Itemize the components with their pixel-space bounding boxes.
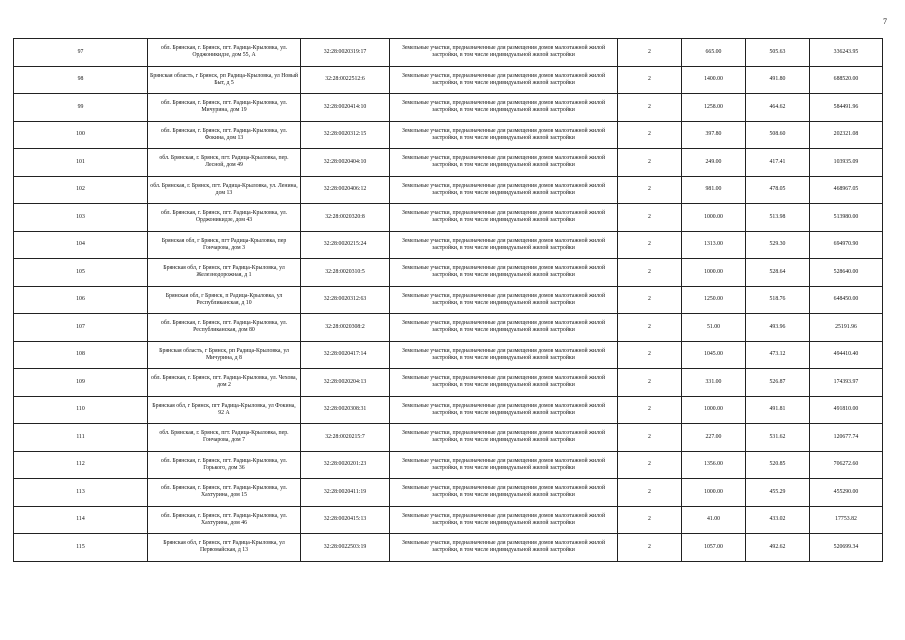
area-cell: 1400.00 — [682, 66, 746, 94]
specific-value-cell: 455.29 — [746, 479, 810, 507]
area-cell: 665.00 — [682, 39, 746, 67]
row-number-cell: 102 — [14, 176, 148, 204]
specific-value-cell: 526.87 — [746, 369, 810, 397]
area-cell: 1057.00 — [682, 534, 746, 562]
cadastral-value-cell: 706272.60 — [810, 451, 883, 479]
area-cell: 1000.00 — [682, 204, 746, 232]
table-row — [14, 94, 883, 122]
address-cell: обл. Брянская, г. Брянск, пгт. Радица-Крыловка, ул. Орджоникидзе, дом 43 — [148, 204, 301, 232]
table-row — [14, 534, 883, 562]
group-cell: 2 — [618, 204, 682, 232]
address-cell: обл. Брянская, г. Брянск, пгт. Радица-Крыловка, ул. Орджоникидзе, дом 55, А — [148, 39, 301, 67]
group-cell: 2 — [618, 479, 682, 507]
group-cell: 2 — [618, 94, 682, 122]
row-number-cell: 101 — [14, 149, 148, 177]
address-cell: Брянская область, г Брянск, рп Радица-Крыловка, ул Новый Быт, д 5 — [148, 66, 301, 94]
address-cell: обл. Брянская, г. Брянск, пгт. Радица-Крыловка, ул. Чехова, дом 2 — [148, 369, 301, 397]
table-row — [14, 369, 883, 397]
table-row — [14, 66, 883, 94]
area-cell: 249.00 — [682, 149, 746, 177]
area-cell: 397.80 — [682, 121, 746, 149]
cadastral-value-cell: 455290.00 — [810, 479, 883, 507]
cadastral-number-cell: 32:28:0020215:7 — [301, 424, 390, 452]
address-cell: обл. Брянская, г. Брянск, пгт. Радица-Крыловка, пер. Лесной, дом 49 — [148, 149, 301, 177]
cadastral-value-cell: 468967.05 — [810, 176, 883, 204]
cadastral-number-cell: 32:28:0020308:2 — [301, 314, 390, 342]
row-number-cell: 113 — [14, 479, 148, 507]
address-cell: Брянская область, г Брянск, рп Радица-Крыловка, ул Мичурина, д 8 — [148, 341, 301, 369]
specific-value-cell: 513.98 — [746, 204, 810, 232]
row-number-cell: 110 — [14, 396, 148, 424]
cadastral-value-cell: 120677.74 — [810, 424, 883, 452]
specific-value-cell: 528.64 — [746, 259, 810, 287]
group-cell: 2 — [618, 314, 682, 342]
land-use-cell: Земельные участки, предназначенные для размещения домов малоэтажной жилой застройки, в том числе индивидуальной жилой застройки — [390, 39, 618, 67]
group-cell: 2 — [618, 424, 682, 452]
cadastral-number-cell: 32:28:0020411:19 — [301, 479, 390, 507]
area-cell: 1045.00 — [682, 341, 746, 369]
cadastral-number-cell: 32:28:0020415:13 — [301, 506, 390, 534]
cadastral-value-cell: 584491.96 — [810, 94, 883, 122]
cadastral-number-cell: 32:28:0020404:10 — [301, 149, 390, 177]
land-use-cell: Земельные участки, предназначенные для размещения домов малоэтажной жилой застройки, в том числе индивидуальной жилой застройки — [390, 66, 618, 94]
cadastral-number-cell: 32:28:0020215:24 — [301, 231, 390, 259]
row-number-cell: 114 — [14, 506, 148, 534]
row-number-cell: 105 — [14, 259, 148, 287]
address-cell: обл. Брянская, г. Брянск, пгт. Радица-Крыловка, ул. Ленина, дом 13 — [148, 176, 301, 204]
specific-value-cell: 491.80 — [746, 66, 810, 94]
area-cell: 1000.00 — [682, 259, 746, 287]
specific-value-cell: 518.76 — [746, 286, 810, 314]
table-row — [14, 286, 883, 314]
area-cell: 51.00 — [682, 314, 746, 342]
group-cell: 2 — [618, 121, 682, 149]
cadastral-number-cell: 32:28:0020414:10 — [301, 94, 390, 122]
row-number-cell: 112 — [14, 451, 148, 479]
area-cell: 331.00 — [682, 369, 746, 397]
land-use-cell: Земельные участки, предназначенные для размещения домов малоэтажной жилой застройки, в том числе индивидуальной жилой застройки — [390, 451, 618, 479]
table-row — [14, 341, 883, 369]
cadastral-value-cell: 494410.40 — [810, 341, 883, 369]
specific-value-cell: 464.62 — [746, 94, 810, 122]
table-row — [14, 259, 883, 287]
table-row — [14, 39, 883, 67]
group-cell: 2 — [618, 451, 682, 479]
land-use-cell: Земельные участки, предназначенные для размещения домов малоэтажной жилой застройки, в том числе индивидуальной жилой застройки — [390, 204, 618, 232]
cadastral-value-cell: 491810.00 — [810, 396, 883, 424]
table-row — [14, 396, 883, 424]
cadastral-value-cell: 174393.97 — [810, 369, 883, 397]
land-use-cell: Земельные участки, предназначенные для размещения домов малоэтажной жилой застройки, в том числе индивидуальной жилой застройки — [390, 286, 618, 314]
cadastral-value-cell: 694970.90 — [810, 231, 883, 259]
group-cell: 2 — [618, 149, 682, 177]
cadastral-number-cell: 32:28:0020308:31 — [301, 396, 390, 424]
group-cell: 2 — [618, 534, 682, 562]
area-cell: 1313.00 — [682, 231, 746, 259]
row-number-cell: 111 — [14, 424, 148, 452]
land-use-cell: Земельные участки, предназначенные для размещения домов малоэтажной жилой застройки, в том числе индивидуальной жилой застройки — [390, 121, 618, 149]
land-use-cell: Земельные участки, предназначенные для размещения домов малоэтажной жилой застройки, в том числе индивидуальной жилой застройки — [390, 231, 618, 259]
specific-value-cell: 491.81 — [746, 396, 810, 424]
cadastral-value-cell: 648450.00 — [810, 286, 883, 314]
cadastral-number-cell: 32:28:0020417:14 — [301, 341, 390, 369]
cadastral-number-cell: 32:28:0022512:6 — [301, 66, 390, 94]
table-body — [14, 39, 883, 562]
group-cell: 2 — [618, 369, 682, 397]
table-row — [14, 451, 883, 479]
area-cell: 1250.00 — [682, 286, 746, 314]
page-number: 7 — [883, 17, 887, 26]
specific-value-cell: 417.41 — [746, 149, 810, 177]
table-row — [14, 314, 883, 342]
table-row — [14, 204, 883, 232]
address-cell: Брянская обл, г Брянск, пгт Радица-Крыловка, пер Гончарова, дом 3 — [148, 231, 301, 259]
address-cell: обл. Брянская, г. Брянск, пгт. Радица-Крыловка, ул. Хахтурина, дом 46 — [148, 506, 301, 534]
group-cell: 2 — [618, 286, 682, 314]
group-cell: 2 — [618, 396, 682, 424]
cadastral-value-cell: 520699.34 — [810, 534, 883, 562]
land-use-cell: Земельные участки, предназначенные для размещения домов малоэтажной жилой застройки, в том числе индивидуальной жилой застройки — [390, 369, 618, 397]
area-cell: 1356.00 — [682, 451, 746, 479]
land-use-cell: Земельные участки, предназначенные для размещения домов малоэтажной жилой застройки, в том числе индивидуальной жилой застройки — [390, 341, 618, 369]
address-cell: Брянская обл, г Брянск, п Радица-Крыловка, ул Республиканская, д 10 — [148, 286, 301, 314]
table-row — [14, 479, 883, 507]
cadastral-value-cell: 513980.00 — [810, 204, 883, 232]
area-cell: 41.00 — [682, 506, 746, 534]
specific-value-cell: 531.62 — [746, 424, 810, 452]
land-use-cell: Земельные участки, предназначенные для размещения домов малоэтажной жилой застройки, в том числе индивидуальной жилой застройки — [390, 424, 618, 452]
area-cell: 981.00 — [682, 176, 746, 204]
cadastral-number-cell: 32:28:0020319:17 — [301, 39, 390, 67]
cadastral-value-cell: 17753.82 — [810, 506, 883, 534]
row-number-cell: 103 — [14, 204, 148, 232]
table-row — [14, 176, 883, 204]
land-use-cell: Земельные участки, предназначенные для размещения домов малоэтажной жилой застройки, в том числе индивидуальной жилой застройки — [390, 176, 618, 204]
area-cell: 227.00 — [682, 424, 746, 452]
table-row — [14, 506, 883, 534]
address-cell: Брянская обл, г Брянск, пгт Радица-Крыловка, ул Железнодорожная, д 1 — [148, 259, 301, 287]
land-use-cell: Земельные участки, предназначенные для размещения домов малоэтажной жилой застройки, в том числе индивидуальной жилой застройки — [390, 94, 618, 122]
cadastral-value-cell: 25191.96 — [810, 314, 883, 342]
cadastral-number-cell: 32:28:0020406:12 — [301, 176, 390, 204]
cadastral-number-cell: 32:28:0020204:13 — [301, 369, 390, 397]
row-number-cell: 99 — [14, 94, 148, 122]
row-number-cell: 115 — [14, 534, 148, 562]
address-cell: обл. Брянская, г. Брянск, пгт. Радица-Крыловка, ул. Фокина, дом 13 — [148, 121, 301, 149]
land-use-cell: Земельные участки, предназначенные для размещения домов малоэтажной жилой застройки, в том числе индивидуальной жилой застройки — [390, 314, 618, 342]
cadastral-number-cell: 32:28:0020310:5 — [301, 259, 390, 287]
address-cell: обл. Брянская, г. Брянск, пгт. Радица-Крыловка, ул. Республиканская, дом 80 — [148, 314, 301, 342]
area-cell: 1258.00 — [682, 94, 746, 122]
area-cell: 1000.00 — [682, 396, 746, 424]
group-cell: 2 — [618, 259, 682, 287]
cadastral-number-cell: 32:28:0020320:8 — [301, 204, 390, 232]
table-row — [14, 121, 883, 149]
group-cell: 2 — [618, 176, 682, 204]
specific-value-cell: 520.85 — [746, 451, 810, 479]
address-cell: обл. Брянская, г. Брянск, пгт. Радица-Крыловка, ул. Горького, дом 36 — [148, 451, 301, 479]
cadastral-number-cell: 32:28:0022503:19 — [301, 534, 390, 562]
row-number-cell: 106 — [14, 286, 148, 314]
group-cell: 2 — [618, 506, 682, 534]
address-cell: Брянская обл, г Брянск, пгт Радица-Крыловка, ул Фокина, 92 А — [148, 396, 301, 424]
land-use-cell: Земельные участки, предназначенные для размещения домов малоэтажной жилой застройки, в том числе индивидуальной жилой застройки — [390, 259, 618, 287]
cadastral-value-cell: 103935.09 — [810, 149, 883, 177]
address-cell: обл. Брянская, г. Брянск, пгт. Радица-Крыловка, ул. Хахтурина, дом 15 — [148, 479, 301, 507]
land-plots-table — [13, 38, 883, 562]
cadastral-number-cell: 32:28:0020201:23 — [301, 451, 390, 479]
land-use-cell: Земельные участки, предназначенные для размещения домов малоэтажной жилой застройки, в том числе индивидуальной жилой застройки — [390, 149, 618, 177]
row-number-cell: 100 — [14, 121, 148, 149]
cadastral-value-cell: 528640.00 — [810, 259, 883, 287]
row-number-cell: 108 — [14, 341, 148, 369]
row-number-cell: 97 — [14, 39, 148, 67]
group-cell: 2 — [618, 39, 682, 67]
specific-value-cell: 478.05 — [746, 176, 810, 204]
table-row — [14, 149, 883, 177]
group-cell: 2 — [618, 341, 682, 369]
group-cell: 2 — [618, 231, 682, 259]
land-use-cell: Земельные участки, предназначенные для размещения домов малоэтажной жилой застройки, в том числе индивидуальной жилой застройки — [390, 534, 618, 562]
cadastral-value-cell: 202321.08 — [810, 121, 883, 149]
group-cell: 2 — [618, 66, 682, 94]
specific-value-cell: 505.63 — [746, 39, 810, 67]
table-row — [14, 231, 883, 259]
specific-value-cell: 433.02 — [746, 506, 810, 534]
address-cell: обл. Брянская, г. Брянск, пгт. Радица-Крыловка, ул. Мичурина, дом 19 — [148, 94, 301, 122]
land-use-cell: Земельные участки, предназначенные для размещения домов малоэтажной жилой застройки, в том числе индивидуальной жилой застройки — [390, 396, 618, 424]
cadastral-value-cell: 688520.00 — [810, 66, 883, 94]
land-use-cell: Земельные участки, предназначенные для размещения домов малоэтажной жилой застройки, в том числе индивидуальной жилой застройки — [390, 506, 618, 534]
row-number-cell: 98 — [14, 66, 148, 94]
cadastral-value-cell: 336243.95 — [810, 39, 883, 67]
specific-value-cell: 508.60 — [746, 121, 810, 149]
area-cell: 1000.00 — [682, 479, 746, 507]
specific-value-cell: 492.62 — [746, 534, 810, 562]
specific-value-cell: 473.12 — [746, 341, 810, 369]
address-cell: Брянская обл, г Брянск, пгт Радица-Крыловка, ул Первомайская, д 13 — [148, 534, 301, 562]
land-use-cell: Земельные участки, предназначенные для размещения домов малоэтажной жилой застройки, в том числе индивидуальной жилой застройки — [390, 479, 618, 507]
specific-value-cell: 493.96 — [746, 314, 810, 342]
row-number-cell: 107 — [14, 314, 148, 342]
table-row — [14, 424, 883, 452]
cadastral-number-cell: 32:28:0020312:63 — [301, 286, 390, 314]
row-number-cell: 104 — [14, 231, 148, 259]
specific-value-cell: 529.30 — [746, 231, 810, 259]
address-cell: обл. Брянская, г. Брянск, пгт. Радица-Крыловка, пер. Гончарова, дом 7 — [148, 424, 301, 452]
cadastral-number-cell: 32:28:0020312:15 — [301, 121, 390, 149]
row-number-cell: 109 — [14, 369, 148, 397]
